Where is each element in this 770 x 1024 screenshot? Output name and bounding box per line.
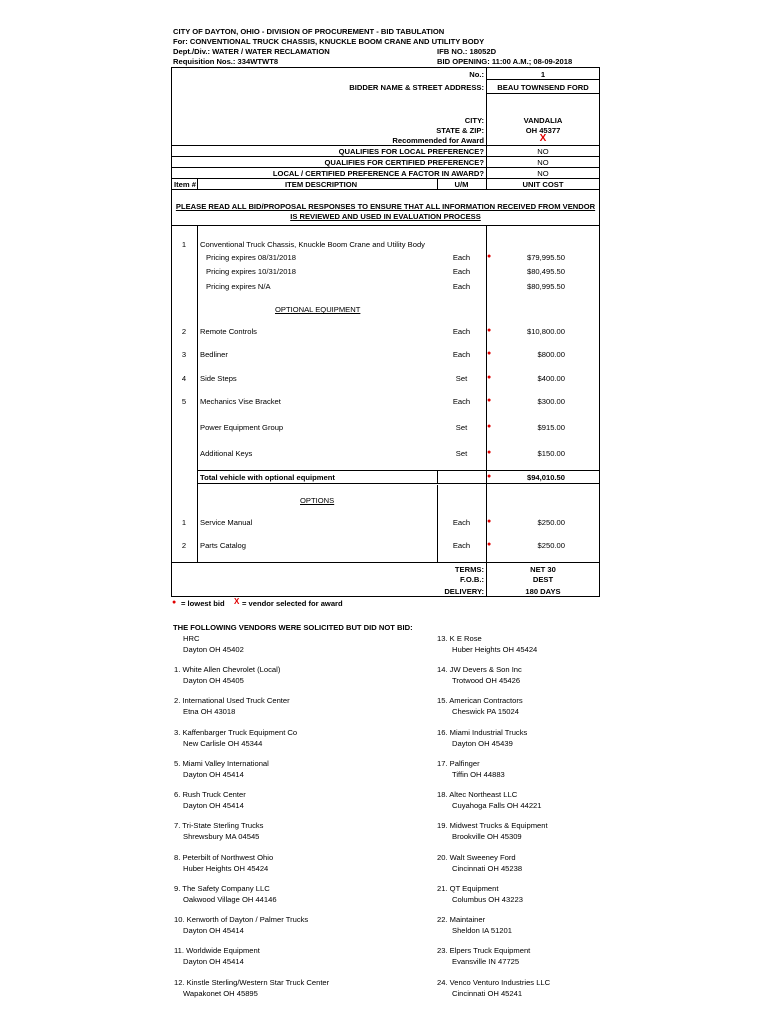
lowest-bid-dot: ●: [487, 473, 492, 480]
pricing-row-desc: Pricing expires 10/31/2018: [206, 267, 296, 276]
vendor-address: Shrewsbury MA 04545: [183, 832, 260, 841]
vendor-name: 12. Kinstle Sterling/Western Star Truck Center: [174, 978, 330, 987]
col-item: Item #: [174, 180, 196, 189]
vendor-address: Dayton OH 45414: [183, 957, 244, 966]
item-um: Set: [455, 449, 468, 458]
vendor-address: Cincinnati OH 45238: [452, 864, 523, 873]
cert-pref-label: QUALIFIES FOR CERTIFIED PREFERENCE?: [324, 158, 484, 167]
col-um: U/M: [454, 180, 469, 189]
vendor-name: 18. Altec Northeast LLC: [437, 790, 518, 799]
lowest-bid-dot: ●: [487, 423, 492, 430]
vendor-name: 11. Worldwide Equipment: [174, 946, 260, 955]
item-description: Bedliner: [200, 350, 228, 359]
item-description: Service Manual: [200, 518, 253, 527]
lowest-bid-dot: ●: [487, 253, 492, 260]
state-zip-label: STATE & ZIP:: [436, 126, 484, 135]
bid-opening: BID OPENING: 11:00 A.M.; 08-09-2018: [437, 57, 573, 66]
city-value: VANDALIA: [523, 116, 563, 125]
total-label: Total vehicle with optional equipment: [200, 473, 335, 482]
pref-factor-label: LOCAL / CERTIFIED PREFERENCE A FACTOR IN AWARD?: [272, 169, 484, 178]
vendor-address: Huber Heights OH 45424: [183, 864, 269, 873]
vendor-address: Dayton OH 45414: [183, 770, 244, 779]
vendor-address: Sheldon IA 51201: [452, 926, 512, 935]
ifb-number: IFB NO.: 18052D: [437, 47, 497, 56]
item-number: 2: [181, 541, 187, 550]
vendor-name: 9. The Safety Company LLC: [174, 884, 270, 893]
pricing-row-um: Each: [452, 282, 471, 291]
item-cost: $250.00: [537, 541, 565, 550]
vendor-name: 2. International Used Truck Center: [174, 696, 290, 705]
item-um: Set: [455, 374, 468, 383]
vendor-address: Columbus OH 43223: [452, 895, 523, 904]
vendor-address: Huber Heights OH 45424: [452, 645, 538, 654]
vendor-address: Cincinnati OH 45241: [452, 989, 523, 998]
vendor-name: 23. Elpers Truck Equipment: [437, 946, 531, 955]
pricing-row-desc: Pricing expires N/A: [206, 282, 271, 291]
vendor-address: Cuyahoga Falls OH 44221: [452, 801, 542, 810]
item-um: Each: [452, 397, 471, 406]
terms-label: TERMS:: [454, 565, 484, 574]
dept-division: Dept./Div.: WATER / WATER RECLAMATION: [173, 47, 330, 56]
vendor-name: 1. White Allen Chevrolet (Local): [174, 665, 281, 674]
item-description: Additional Keys: [200, 449, 253, 458]
item-cost: $10,800.00: [526, 327, 565, 336]
item-cost: $800.00: [537, 350, 565, 359]
item-cost: $150.00: [537, 449, 565, 458]
vendor-name: 8. Peterbilt of Northwest Ohio: [174, 853, 274, 862]
terms-value: NET 30: [530, 565, 556, 574]
item-number: 4: [181, 374, 187, 383]
bidder-no-label: No.:: [469, 70, 484, 79]
item-number: 2: [181, 327, 187, 336]
vendor-name: 16. Miami Industrial Trucks: [437, 728, 528, 737]
notice-line1: PLEASE READ ALL BID/PROPOSAL RESPONSES TO ENSURE THAT ALL INFORMATION RECEIVED FROM VENDOR: [175, 202, 596, 211]
item-description: Remote Controls: [200, 327, 257, 336]
vendor-address: Oakwood Village OH 44146: [183, 895, 277, 904]
vendor-address: Dayton OH 45439: [452, 739, 513, 748]
optional-equipment-heading: OPTIONAL EQUIPMENT: [275, 305, 361, 314]
col-description: ITEM DESCRIPTION: [285, 180, 358, 189]
vendor-name: 10. Kenworth of Dayton / Palmer Trucks: [174, 915, 309, 924]
vendor-name: 17. Palfinger: [437, 759, 480, 768]
col-unit-cost: UNIT COST: [522, 180, 564, 189]
total-cost: $94,010.50: [526, 473, 565, 482]
item-description: Power Equipment Group: [200, 423, 284, 432]
item-um: Each: [452, 350, 471, 359]
legend-x-icon: X: [234, 597, 240, 606]
local-pref-value: NO: [537, 147, 549, 156]
item-description: Side Steps: [200, 374, 237, 383]
item-cost: $300.00: [537, 397, 565, 406]
vendor-name: 21. QT Equipment: [437, 884, 499, 893]
item-description: Conventional Truck Chassis, Knuckle Boom Crane and Utility Body: [200, 240, 425, 249]
item-cost: $250.00: [537, 518, 565, 527]
lowest-bid-dot: ●: [487, 449, 492, 456]
vendor-name: 24. Venco Venturo Industries LLC: [437, 978, 551, 987]
doc-title: CITY OF DAYTON, OHIO - DIVISION OF PROCUREMENT - BID TABULATION: [173, 27, 445, 36]
notice-line2: IS REVIEWED AND USED IN EVALUATION PROCESS: [290, 212, 481, 221]
cert-pref-value: NO: [537, 158, 549, 167]
vendor-address: Evansville IN 47725: [452, 957, 520, 966]
requisition-number: Requisition Nos.: 334WTWT8: [173, 57, 279, 66]
city-label: CITY:: [464, 116, 484, 125]
item-um: Each: [452, 327, 471, 336]
vendor-address: Brookville OH 45309: [452, 832, 522, 841]
item-number: 5: [181, 397, 187, 406]
state-zip-value: OH 45377: [525, 126, 561, 135]
bidder-name-value: BEAU TOWNSEND FORD: [497, 83, 589, 92]
pricing-row-um: Each: [452, 267, 471, 276]
vendor-address: Dayton OH 45414: [183, 926, 244, 935]
bidder-name-label: BIDDER NAME & STREET ADDRESS:: [349, 83, 484, 92]
lowest-bid-dot: ●: [487, 350, 492, 357]
vendor-address: Trotwood OH 45426: [452, 676, 521, 685]
lowest-bid-dot: ●: [487, 541, 492, 548]
item-cost: $915.00: [537, 423, 565, 432]
vendor-name: 3. Kaffenbarger Truck Equipment Co: [174, 728, 298, 737]
pricing-row-um: Each: [452, 253, 471, 262]
vendor-address: New Carlisle OH 45344: [183, 739, 263, 748]
solicited-heading: THE FOLLOWING VENDORS WERE SOLICITED BUT DID NOT BID:: [173, 623, 413, 632]
item-number: 1: [181, 518, 187, 527]
vendor-address: Cheswick PA 15024: [452, 707, 519, 716]
delivery-label: DELIVERY:: [444, 587, 484, 596]
item-um: Set: [455, 423, 468, 432]
vendor-name: 22. Maintainer: [437, 915, 486, 924]
vendor-name: 6. Rush Truck Center: [174, 790, 246, 799]
lowest-bid-dot: ●: [487, 374, 492, 381]
pref-factor-value: NO: [537, 169, 549, 178]
vendor-address: Etna OH 43018: [183, 707, 236, 716]
fob-label: F.O.B.:: [459, 575, 484, 584]
item-description: Parts Catalog: [200, 541, 247, 550]
pricing-row-cost: $80,995.50: [526, 282, 565, 291]
vendor-name: 19. Midwest Trucks & Equipment: [437, 821, 548, 830]
vendor-address: Tiffin OH 44883: [452, 770, 505, 779]
item-um: Each: [452, 518, 471, 527]
legend-dot-icon: ●: [172, 599, 177, 606]
vendor-name: HRC: [183, 634, 200, 643]
vendor-address: Dayton OH 45414: [183, 801, 244, 810]
lowest-bid-dot: ●: [487, 397, 492, 404]
options-heading: OPTIONS: [300, 496, 335, 505]
delivery-value: 180 DAYS: [525, 587, 561, 596]
local-pref-label: QUALIFIES FOR LOCAL PREFERENCE?: [338, 147, 484, 156]
fob-value: DEST: [532, 575, 554, 584]
vendor-name: 5. Miami Valley International: [174, 759, 269, 768]
vendor-name: 15. American Contractors: [437, 696, 523, 705]
vendor-address: Wapakonet OH 45895: [183, 989, 258, 998]
vendor-address: Dayton OH 45405: [183, 676, 244, 685]
vendor-name: 14. JW Devers & Son Inc: [437, 665, 522, 674]
award-mark: X: [539, 133, 547, 144]
lowest-bid-dot: ●: [487, 327, 492, 334]
lowest-bid-dot: ●: [487, 518, 492, 525]
item-number: 3: [181, 350, 187, 359]
vendor-name: 13. K E Rose: [437, 634, 482, 643]
doc-subtitle: For: CONVENTIONAL TRUCK CHASSIS, KNUCKLE BOOM CRANE AND UTILITY BODY: [173, 37, 485, 46]
item-cost: $400.00: [537, 374, 565, 383]
item-number: 1: [181, 240, 187, 249]
pricing-row-cost: $79,995.50: [526, 253, 565, 262]
pricing-row-cost: $80,495.50: [526, 267, 565, 276]
bidder-no-value: 1: [540, 70, 546, 79]
vendor-name: 20. Walt Sweeney Ford: [437, 853, 516, 862]
item-um: Each: [452, 541, 471, 550]
legend-selected: = vendor selected for award: [242, 599, 343, 608]
legend-lowest-bid: = lowest bid: [181, 599, 225, 608]
pricing-row-desc: Pricing expires 08/31/2018: [206, 253, 296, 262]
award-label: Recommended for Award: [392, 136, 484, 145]
item-description: Mechanics Vise Bracket: [200, 397, 281, 406]
vendor-name: 7. Tri-State Sterling Trucks: [174, 821, 264, 830]
vendor-address: Dayton OH 45402: [183, 645, 244, 654]
